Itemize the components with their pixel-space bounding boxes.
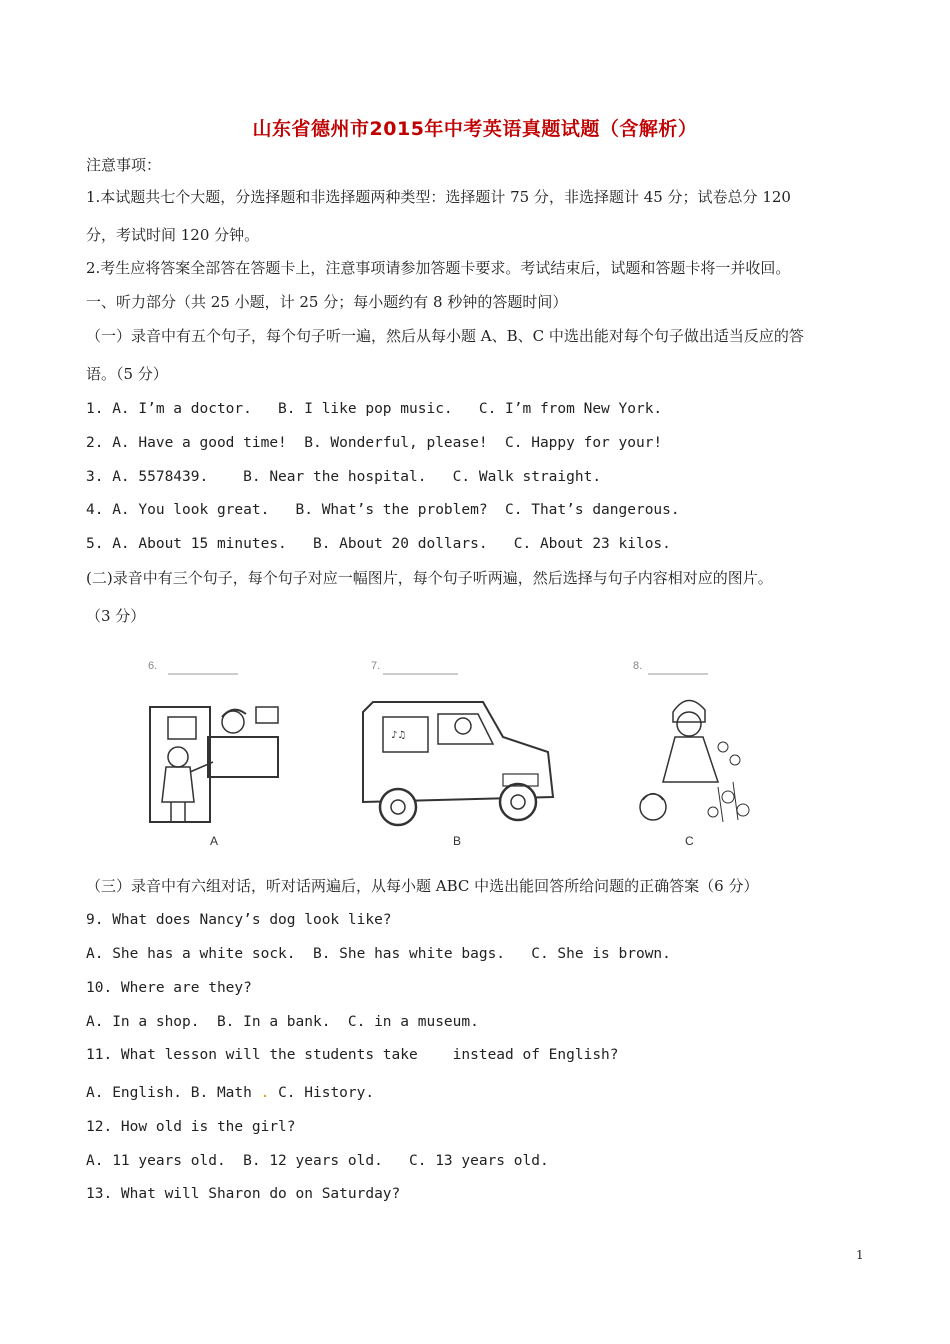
question-12-options: A. 11 years old. B. 12 years old. C. 13 years old. [86, 1153, 549, 1169]
note-1-line-1: 1.本试题共七个大题，分选择题和非选择题两种类型：选择题计 75 分，非选择题计 45 分；试卷总分 120 [86, 188, 791, 206]
section-1-instructions-line-2: 语。（5 分） [86, 365, 168, 383]
part-1-heading: 一、听力部分（共 25 小题，计 25 分；每小题约有 8 秒钟的答题时间） [86, 293, 568, 311]
picture-b [353, 652, 563, 852]
question-11-options-part-a: A. English. B. Math [86, 1085, 261, 1101]
ticket-booth-illustration [138, 662, 298, 842]
question-13: 13. What will Sharon do on Saturday? [86, 1186, 401, 1202]
question-9-options: A. She has a white sock. B. She has white bags. C. She is brown. [86, 946, 671, 962]
girl-with-flowers-illustration [623, 662, 783, 842]
van-illustration [353, 662, 563, 842]
question-12: 12. How old is the girl? [86, 1119, 296, 1135]
question-11-options [86, 1083, 374, 1103]
picture-a [138, 652, 298, 852]
section-2-instructions-line-2: （3 分） [86, 607, 146, 625]
question-3: 3. A. 5578439. B. Near the hospital. C. Walk straight. [86, 469, 602, 485]
question-11-options-part-b: C. History. [269, 1085, 375, 1101]
document-title: 山东省德州市2015年中考英语真题试题（含解析） [252, 118, 698, 140]
question-5: 5. A. About 15 minutes. B. About 20 dollars. C. About 23 kilos. [86, 536, 671, 552]
note-2: 2.考生应将答案全部答在答题卡上，注意事项请参加答题卡要求。考试结束后，试题和答题卡将一并收回。 [86, 259, 791, 277]
section-2-instructions-line-1: (二)录音中有三个句子，每个句子对应一幅图片，每个句子听两遍，然后选择与句子内容相对应的图片。 [86, 569, 773, 587]
picture-b-number: 7. [371, 660, 381, 672]
notes-heading: 注意事项： [86, 156, 162, 174]
picture-options [138, 652, 778, 852]
question-11-options-dot: . [260, 1085, 270, 1101]
question-1: 1. A. I’m a doctor. B. I like pop music. C. I’m from New York. [86, 401, 663, 417]
question-10-options: A. In a shop. B. In a bank. C. in a museum. [86, 1014, 479, 1030]
picture-c [623, 652, 783, 852]
svg-text:♪♫: ♪♫ [391, 730, 407, 741]
picture-a-number: 6. [148, 660, 158, 672]
question-9: 9. What does Nancy’s dog look like? [86, 912, 392, 928]
question-4: 4. A. You look great. B. What’s the problem? C. That’s dangerous. [86, 502, 680, 518]
picture-c-number: 8. [633, 660, 643, 672]
section-1-instructions-line-1: （一）录音中有五个句子，每个句子听一遍，然后从每小题 A、B、C 中选出能对每个句子做出适当反应的答 [86, 327, 804, 345]
question-10: 10. Where are they? [86, 980, 252, 996]
question-11: 11. What lesson will the students take instead of English? [86, 1047, 619, 1063]
picture-c-label: C [685, 834, 694, 848]
section-3-instructions: （三）录音中有六组对话，听对话两遍后，从每小题 ABC 中选出能回答所给问题的正确答案（6 分） [86, 877, 759, 895]
picture-a-label: A [210, 834, 219, 848]
question-2: 2. A. Have a good time! B. Wonderful, please! C. Happy for your! [86, 435, 663, 451]
picture-b-label: B [453, 834, 462, 848]
note-1-line-2: 分，考试时间 120 分钟。 [86, 226, 260, 244]
page-number: 1 [856, 1248, 864, 1262]
